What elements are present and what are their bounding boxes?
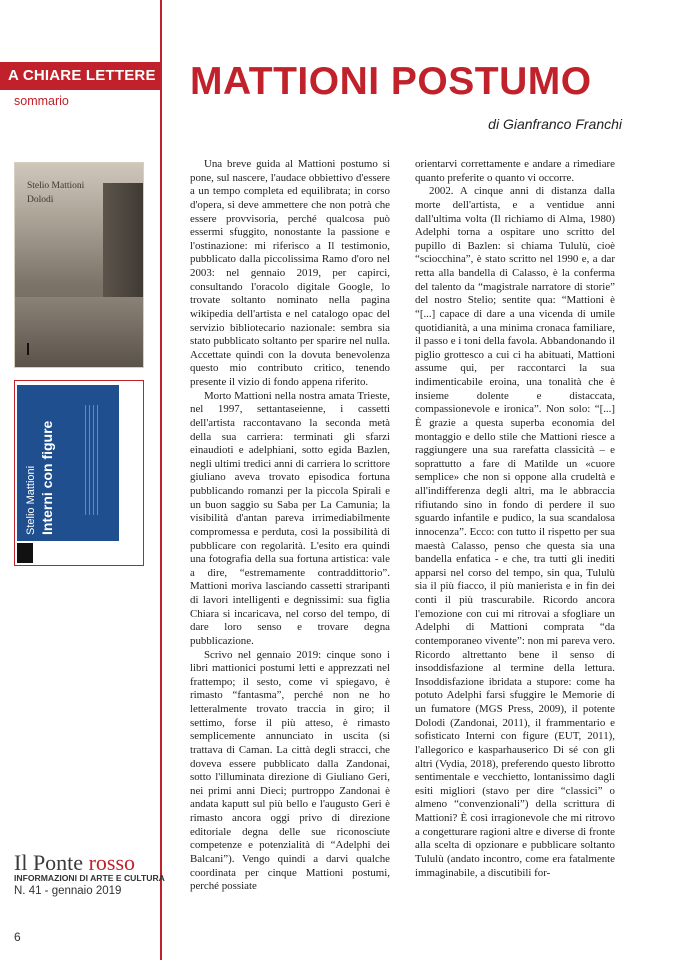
book-title: Interni con figure bbox=[39, 420, 55, 535]
paragraph: orientarvi correttamente e andare a rimediare quanto preferite o quanto vi occorre. bbox=[415, 158, 615, 184]
article-column-2 bbox=[415, 158, 615, 948]
paragraph: Una breve guida al Mattioni postumo si pone, sul nascere, l'audace obbiettivo d'essere a un tempo completa ed equilibrata; in corso d'opera, si deve ammettere che non potrà che essere provvisoria, perché qualcosa può essermi sfuggito, nonostante la passione e l'ostinazione: mi riferisco a Il testimonio, pubblicato dalla piccolissima Ramo d'oro nel 2003: nel gennaio 2019, per capirci, consultando l'oracolo digitale Google, lo trovate soltanto nominato nella pagina wikipedia dell'artista e nel catalogo opac del servizio bibliotecario nazionale: sembra sia stato pubblicato soltanto per sparire nel nulla. Accettate quindi con la dovuta benevolenza questo mio contributo critico, tenendo presente il vizio di fondo appena riferito. bbox=[190, 158, 390, 388]
book-title: Dolodi bbox=[27, 195, 54, 205]
masthead-name-accent: rosso bbox=[88, 850, 136, 875]
article-column-1 bbox=[190, 158, 390, 948]
issue-number: N. 41 - gennaio 2019 bbox=[14, 885, 122, 897]
cover-decoration bbox=[85, 405, 101, 515]
paragraph: 2002. A cinque anni di distanza dalla morte dell'artista, e a ventidue anni dall'ultima volta (Il richiamo di Alma, 1980) Adelphi torna a ospitare uno scritto del pupillo di Bazlen: si chiama Tululù, cioè “sciocchina”, è stato scritto nel 1990 e, a dar retta alla bandella di Calasso, è la conferma del talento da “magistrale narratore di storie” del nostro Stelio; sentite qua: “Mattioni è “[...] capace di dare a una vicenda di umile quotidianità, a una minima cronaca familiare, il passo e i toni della favola. Abbandonando il piglio grottesco a cui ci ha abituati, Mattioni assume qui, per raccontarci la sua indimenticabile eroina, una tonalità che è insieme dolente e distaccata, compassionevole e ironica”. Non solo: “[...] È grazie a questa superba economia del montaggio e dello stile che Mattioni riesce a raggiungere una sua rarefatta classicità – e soprattutto a fare di Matilde un «cuore semplice» che non si oppone alla crudeltà e all'indifferenza degli altri, ma le abbraccia rifiutando sino in fondo di perdere il suo sguardo infantile e pudico, la sua scandalosa innocenza”. Ecco: con tutto il rispetto per sua maestà Calasso, penso che questa sia una bandella enfatica - e che, tra tutti gli inediti apparsi nel corso del tempo, sin qua, Tululù sia il più fiacco, il più manierista e in fin dei conti il più trascurabile. Ricordo ancora l'emozione con cui mi ritrovai a sfogliare un Adelphi di Mattioni comprata “da contemporaneo vivente”: non mi pareva vero. Ricordo altrettanto bene il senso di insoddisfazione al termine della lettura. Insoddisfazione ibridata a stupore: come ha potuto Adelphi farsi sfuggire le Memorie di un fumatore (MGS Press, 2009), il potente Dolodi (Zandonai, 2011), il frammentario e sofisticato Interni con figure (EUT, 2011), l'allegorico e kasparhauserico Di sé con gli altri (Vydia, 2018), preferendo questo librotto sentimentale e vecchietto, lontanissimo dagli esiti migliori (stavo per dire “classici” o almeno “convenzionali”) della scrittura di Mattioni? È così irragionevole che mi ritrovo a congetturare ragioni altre e diverse di fronte alla scelta di opzionare e pubblicare soltanto Tululù (andato incontro, come era fatalmente immaginabile, a discutibili for- bbox=[415, 185, 615, 879]
book-author: Stelio Mattioni bbox=[27, 181, 85, 191]
article-title: MATTIONI POSTUMO bbox=[190, 60, 592, 103]
book-author: Stelio Mattioni bbox=[25, 465, 37, 535]
book-cover-dolodi bbox=[14, 162, 144, 368]
paragraph: Scrivo nel gennaio 2019: cinque sono i libri mattionici postumi letti e apprezzati nel frattempo; il sesto, come vi spiegavo, è rimasto “fantasma”, perché non ne ho letteralmente trovato traccia in giro; il settimo, forse il più atteso, è rimasto semplicemente annunciato in uscita (si trattava di Caman. La città degli stracci, che doveva essere pubblicato dalla Zandonai, sotto l'illuminata direzione di Giuliano Geri, nei primi anni Dieci; purtroppo Zandonai è andata kaputt sul più bello e l'augusto Geri è rimasto ancora oggi privo di direzione editoriale degna delle sue riconosciute competenze e potenzialità di “Adelphi dei Balcani”). Vengo quindi a darvi qualche coordinata per cinque Mattioni postumi, perché possiate bbox=[190, 648, 390, 893]
paragraph: Morto Mattioni nella nostra amata Trieste, nel 1997, settantaseienne, i cassetti dell'artista raccontavano la seconda metà della sua carriera: terminati gli sfarzi einaudioti e adelphiani, sotto egida Bazlen, negli ultimi tredici anni di carriera lo scrittore giuliano aveva trovato episodica fortuna pubblicando romanzi per la piccola Spirali e un buon saggio su Saba per La Camunia; la visibilità d'antan pareva irrimediabilmente compromessa e perduta, così la possibilità di pubblicare con regolarità. L'esito era quindi una fotografia della sua fortuna artistica: vale a dire, “estremamente contraddittorio”. Mattioni moriva lasciando cassetti straripanti di lavori intelligenti e degnissimi: sua figlia Chiara si incaricava, nel corso del tempo, di dare loro senso e trovare degna pubblicazione. bbox=[190, 389, 390, 647]
section-sub: sommario bbox=[14, 94, 69, 108]
publisher-mark bbox=[27, 343, 29, 355]
page-number: 6 bbox=[14, 930, 21, 944]
book-frame bbox=[14, 380, 144, 566]
masthead-tagline: INFORMAZIONI DI ARTE E CULTURA bbox=[14, 873, 165, 883]
section-label: A CHIARE LETTERE bbox=[0, 62, 160, 90]
article-author: di Gianfranco Franchi bbox=[488, 116, 622, 132]
masthead-name: Il Ponte bbox=[14, 850, 89, 875]
vertical-divider bbox=[160, 0, 162, 960]
book-cover-interni-con-figure bbox=[17, 385, 119, 541]
publisher-logo bbox=[17, 543, 33, 563]
cover-street-image bbox=[15, 297, 144, 367]
